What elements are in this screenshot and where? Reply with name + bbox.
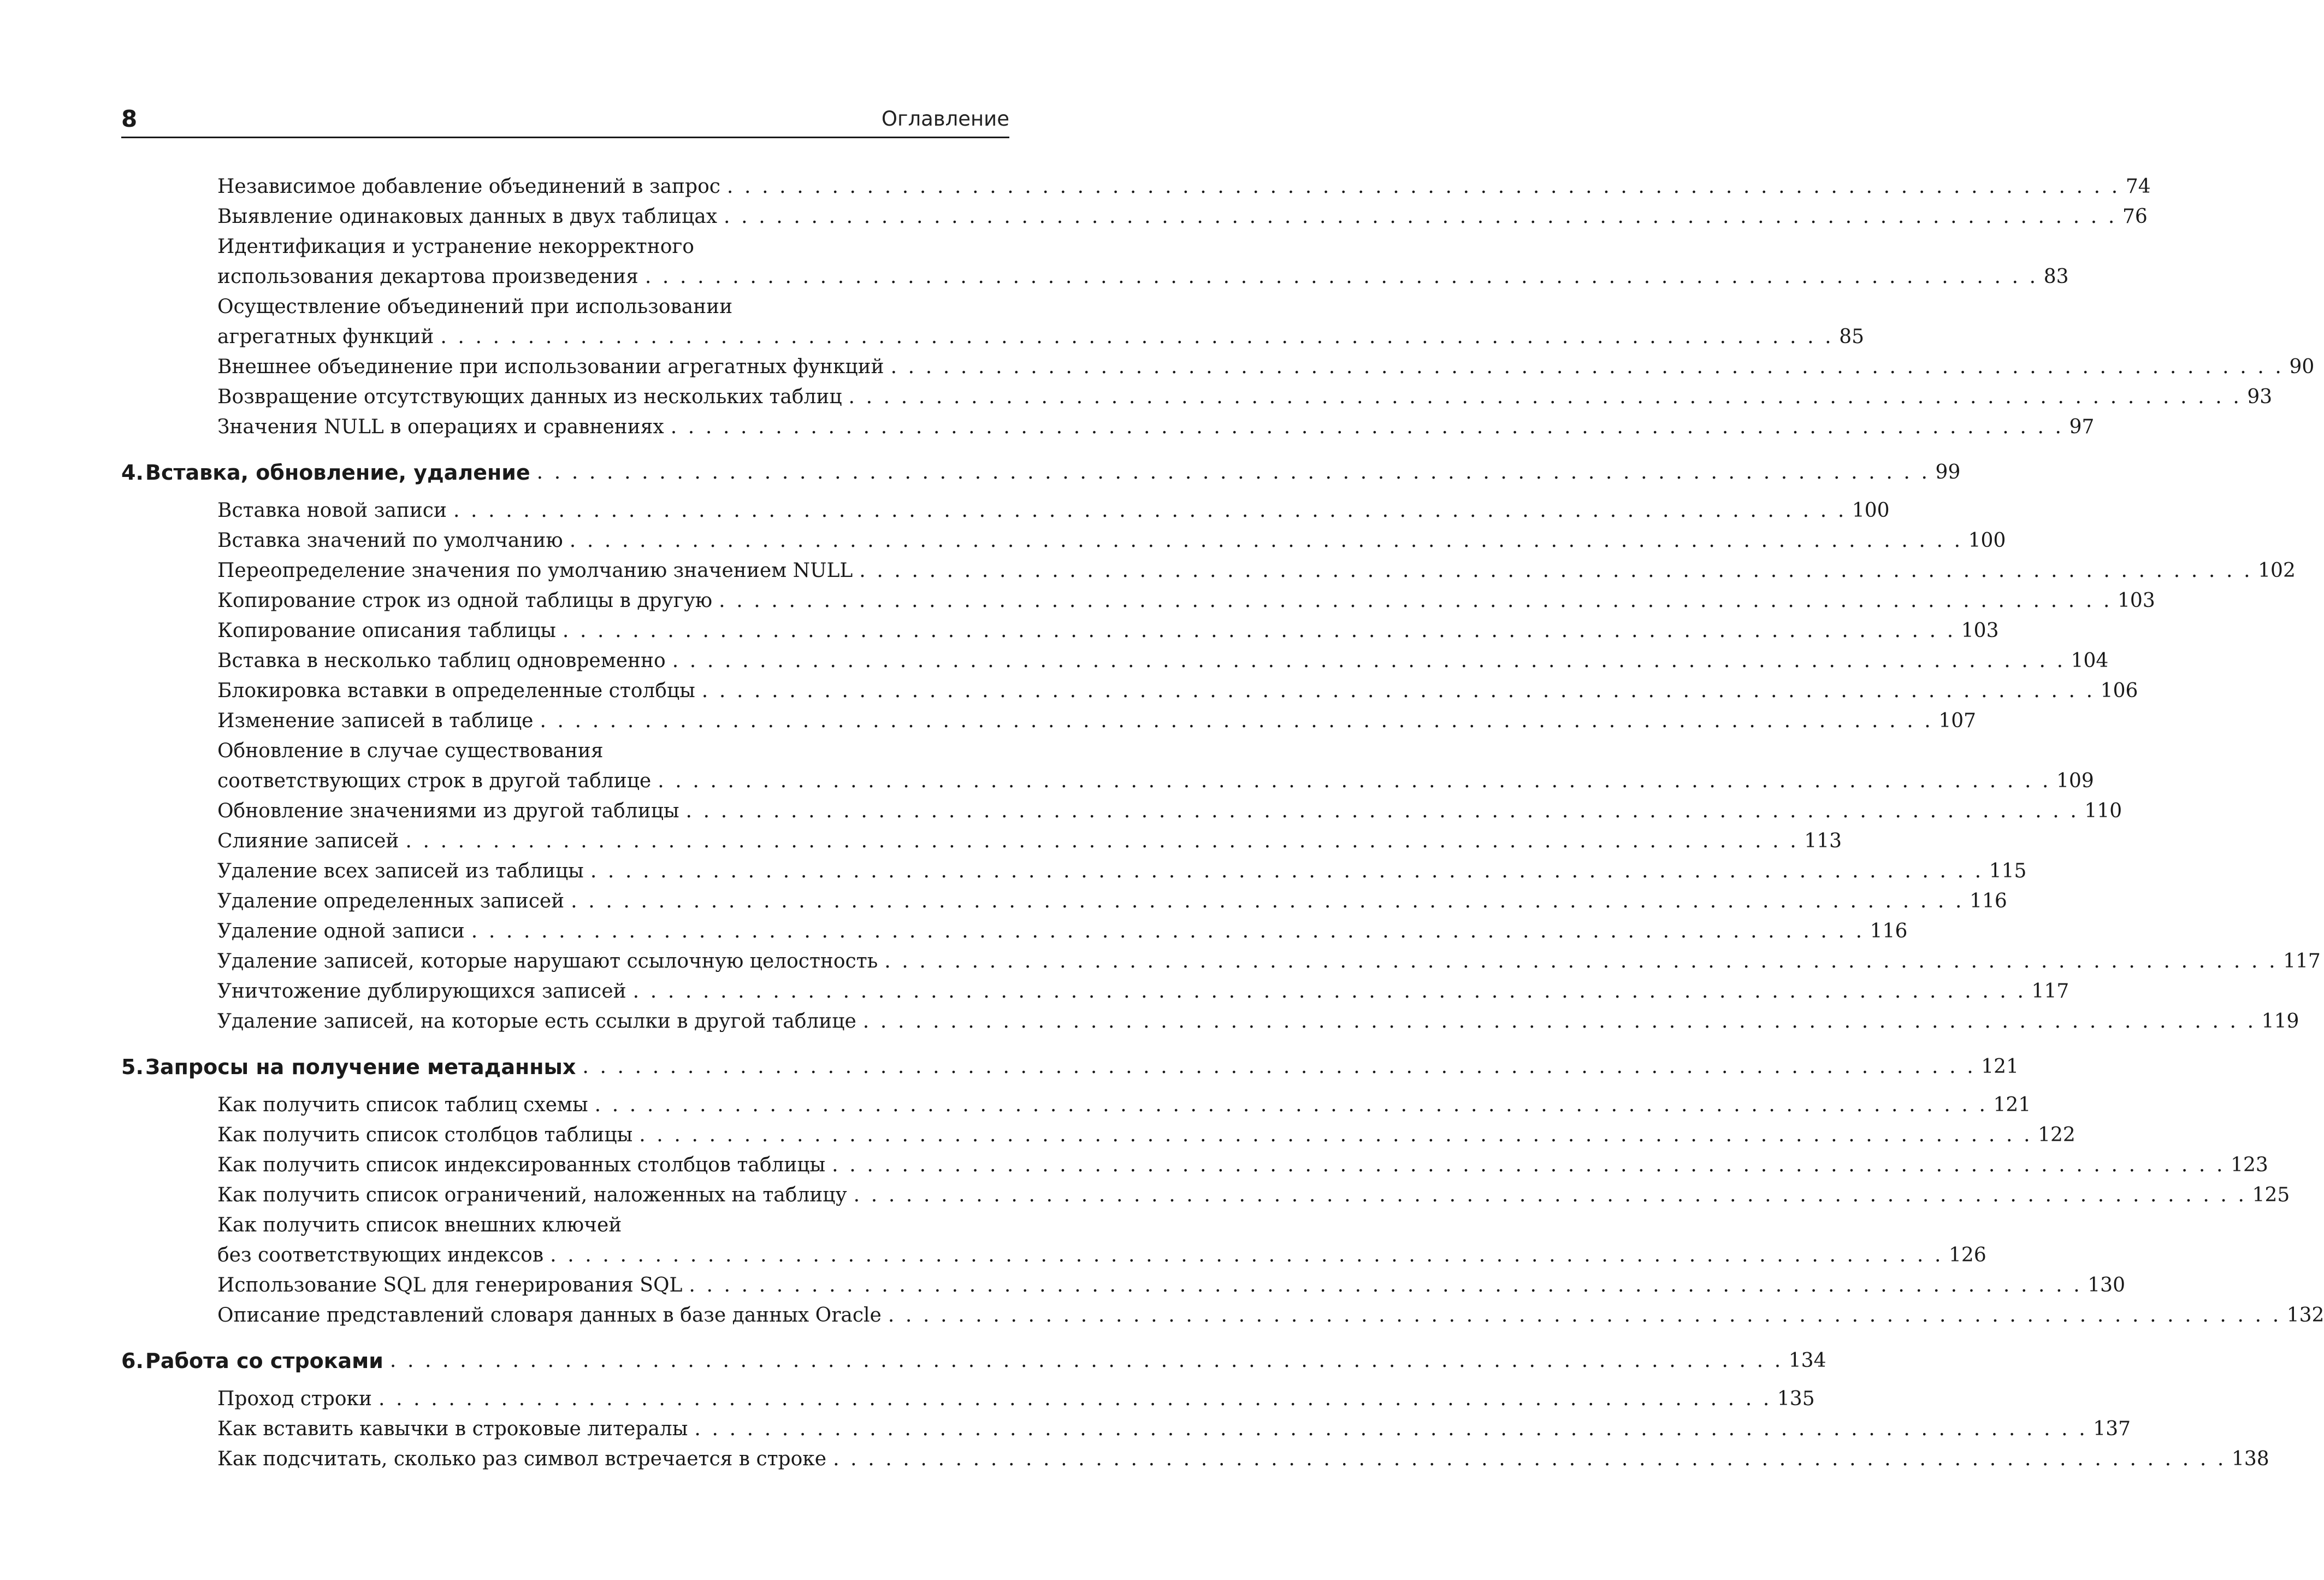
toc-entry-page: 132 bbox=[2286, 1304, 2324, 1327]
chapter-page: 134 bbox=[1788, 1349, 1826, 1372]
dot-leader: . . . . . . . . . . . . . . . . . . . . . . . . . . . . . . . . . . . . . . . . . . . . . . . . . . . . . . . . . . . . . . . . . . . . . . . . . . . . . . . . bbox=[440, 326, 1834, 348]
toc-entry-title: Изменение записей в таблице bbox=[217, 710, 534, 732]
toc-entry-page: 116 bbox=[1970, 890, 2007, 912]
chapter-title bbox=[121, 1345, 383, 1377]
dot-leader: . . . . . . . . . . . . . . . . . . . . . . . . . . . . . . . . . . . . . . . . . . . . . . . . . . . . . . . . . . . . . . . . . . . . . . . . . . . . . . . . bbox=[832, 1154, 2226, 1176]
toc-entry-page: 76 bbox=[2122, 205, 2148, 228]
toc-entry-title: Уничтожение дублирующихся записей bbox=[217, 980, 626, 1003]
toc-entry-page: 110 bbox=[2084, 800, 2122, 822]
toc-entry-page: 116 bbox=[1870, 920, 1908, 942]
toc-entry-page: 103 bbox=[1961, 620, 1999, 642]
toc-entry-title: Как подсчитать, сколько раз символ встречается в строке bbox=[217, 1448, 827, 1470]
dot-leader: . . . . . . . . . . . . . . . . . . . . . . . . . . . . . . . . . . . . . . . . . . . . . . . . . . . . . . . . . . . . . . . . . . . . . . . . . . . . . . . . bbox=[536, 461, 1930, 484]
toc-entry-page: 93 bbox=[2247, 386, 2273, 408]
toc-entry-title: Независимое добавление объединений в запрос bbox=[217, 175, 720, 198]
dot-leader: . . . . . . . . . . . . . . . . . . . . . . . . . . . . . . . . . . . . . . . . . . . . . . . . . . . . . . . . . . . . . . . . . . . . . . . . . . . . . . . . bbox=[594, 1094, 1988, 1116]
toc-entry-title: Обновление значениями из другой таблицы bbox=[217, 800, 679, 822]
toc-entry-page: 113 bbox=[1804, 830, 1842, 852]
toc-entry[interactable] bbox=[121, 1006, 2299, 1036]
chapter-title-text: Запросы на получение метаданных bbox=[145, 1055, 576, 1079]
chapter-number: 5. bbox=[121, 1055, 144, 1079]
dot-leader: . . . . . . . . . . . . . . . . . . . . . . . . . . . . . . . . . . . . . . . . . . . . . . . . . . . . . . . . . . . . . . . . . . . . . . . . . . . . . . . . bbox=[701, 680, 2095, 702]
toc-chapter-4[interactable] bbox=[121, 456, 1961, 489]
toc-entry-page: 106 bbox=[2100, 680, 2138, 702]
chapter-number: 6. bbox=[121, 1349, 144, 1373]
toc-entry-title-line1: Осуществление объединений при использовании bbox=[217, 296, 733, 318]
dot-leader: . . . . . . . . . . . . . . . . . . . . . . . . . . . . . . . . . . . . . . . . . . . . . . . . . . . . . . . . . . . . . . . . . . . . . . . . . . . . . . . . bbox=[689, 1274, 2083, 1296]
dot-leader: . . . . . . . . . . . . . . . . . . . . . . . . . . . . . . . . . . . . . . . . . . . . . . . . . . . . . . . . . . . . . . . . . . . . . . . . . . . . . . . . bbox=[726, 175, 2120, 198]
toc-entry-page: 130 bbox=[2088, 1274, 2125, 1296]
running-head-title: Оглавление bbox=[881, 107, 1009, 131]
toc-entry-title: Удаление одной записи bbox=[217, 920, 465, 942]
toc-entry[interactable] bbox=[121, 706, 1977, 736]
toc-entry-title: Как вставить кавычки в строковые литералы bbox=[217, 1418, 688, 1440]
toc-entry[interactable] bbox=[121, 1090, 2031, 1120]
dot-leader: . . . . . . . . . . . . . . . . . . . . . . . . . . . . . . . . . . . . . . . . . . . . . . . . . . . . . . . . . . . . . . . . . . . . . . . . . . . . . . . . bbox=[453, 499, 1847, 522]
toc-entry-page: 117 bbox=[2283, 950, 2321, 972]
toc-entry-page: 83 bbox=[2043, 266, 2069, 288]
dot-leader: . . . . . . . . . . . . . . . . . . . . . . . . . . . . . . . . . . . . . . . . . . . . . . . . . . . . . . . . . . . . . . . . . . . . . . . . . . . . . . . . bbox=[569, 529, 1963, 552]
toc-entry[interactable] bbox=[121, 1120, 2075, 1150]
toc-entry-page: 100 bbox=[1852, 499, 1890, 522]
toc-entry[interactable] bbox=[121, 1210, 1986, 1270]
toc-entry-title: Проход строки bbox=[217, 1388, 372, 1410]
toc-entry-title: Удаление всех записей из таблицы bbox=[217, 860, 584, 882]
toc-entry[interactable] bbox=[121, 1150, 2268, 1180]
toc-entry[interactable] bbox=[121, 1180, 2290, 1210]
dot-leader: . . . . . . . . . . . . . . . . . . . . . . . . . . . . . . . . . . . . . . . . . . . . . . . . . . . . . . . . . . . . . . . . . . . . . . . . . . . . . . . . bbox=[644, 266, 2038, 288]
toc-entry-page: 103 bbox=[2118, 589, 2155, 612]
dot-leader: . . . . . . . . . . . . . . . . . . . . . . . . . . . . . . . . . . . . . . . . . . . . . . . . . . . . . . . . . . . . . . . . . . . . . . . . . . . . . . . . bbox=[571, 890, 1965, 912]
toc-entry-title: Слияние записей bbox=[217, 830, 399, 852]
toc-entry-title: Описание представлений словаря данных в базе данных Oracle bbox=[217, 1304, 882, 1327]
toc-entry-page: 125 bbox=[2252, 1184, 2290, 1206]
toc-entry-page: 85 bbox=[1839, 326, 1865, 348]
dot-leader: . . . . . . . . . . . . . . . . . . . . . . . . . . . . . . . . . . . . . . . . . . . . . . . . . . . . . . . . . . . . . . . . . . . . . . . . . . . . . . . . bbox=[379, 1388, 1772, 1410]
chapter-page: 121 bbox=[1981, 1056, 2019, 1078]
chapter-title bbox=[121, 456, 530, 489]
dot-leader: . . . . . . . . . . . . . . . . . . . . . . . . . . . . . . . . . . . . . . . . . . . . . . . . . . . . . . . . . . . . . . . . . . . . . . . . . . . . . . . . bbox=[639, 1124, 2033, 1146]
dot-leader: . . . . . . . . . . . . . . . . . . . . . . . . . . . . . . . . . . . . . . . . . . . . . . . . . . . . . . . . . . . . . . . . . . . . . . . . . . . . . . . . bbox=[685, 800, 2079, 822]
toc-chapter-5[interactable] bbox=[121, 1051, 2019, 1083]
dot-leader: . . . . . . . . . . . . . . . . . . . . . . . . . . . . . . . . . . . . . . . . . . . . . . . . . . . . . . . . . . . . . . . . . . . . . . . . . . . . . . . . bbox=[862, 1010, 2256, 1033]
toc-entry-title: Как получить список индексированных столбцов таблицы bbox=[217, 1154, 826, 1176]
toc-entry-title: Выявление одинаковых данных в двух таблицах bbox=[217, 205, 718, 228]
toc-entry-title: соответствующих строк в другой таблице bbox=[217, 770, 652, 792]
toc-entry[interactable] bbox=[121, 616, 1999, 646]
toc-entry[interactable] bbox=[121, 1270, 2125, 1300]
toc-entry[interactable] bbox=[121, 202, 2148, 232]
toc-entry[interactable] bbox=[121, 412, 2095, 442]
toc-entry-title: Использование SQL для генерирования SQL bbox=[217, 1274, 683, 1296]
toc-entry-title: Переопределение значения по умолчанию значением NULL bbox=[217, 559, 853, 582]
dot-leader: . . . . . . . . . . . . . . . . . . . . . . . . . . . . . . . . . . . . . . . . . . . . . . . . . . . . . . . . . . . . . . . . . . . . . . . . . . . . . . . . bbox=[590, 860, 1984, 882]
dot-leader: . . . . . . . . . . . . . . . . . . . . . . . . . . . . . . . . . . . . . . . . . . . . . . . . . . . . . . . . . . . . . . . . . . . . . . . . . . . . . . . . bbox=[471, 920, 1865, 942]
toc-entry-title: Внешнее объединение при использовании агрегатных функций bbox=[217, 356, 884, 378]
dot-leader: . . . . . . . . . . . . . . . . . . . . . . . . . . . . . . . . . . . . . . . . . . . . . . . . . . . . . . . . . . . . . . . . . . . . . . . . . . . . . . . . bbox=[719, 589, 2113, 612]
toc-entry-page: 123 bbox=[2231, 1154, 2268, 1176]
toc-entry[interactable] bbox=[121, 1300, 2324, 1330]
toc-entry[interactable] bbox=[121, 676, 2138, 706]
toc-entry[interactable] bbox=[121, 646, 2109, 676]
dot-leader: . . . . . . . . . . . . . . . . . . . . . . . . . . . . . . . . . . . . . . . . . . . . . . . . . . . . . . . . . . . . . . . . . . . . . . . . . . . . . . . . bbox=[670, 416, 2064, 438]
toc-entry[interactable] bbox=[121, 946, 2321, 976]
toc-entry[interactable] bbox=[121, 1444, 2269, 1474]
toc-entry-title: Как получить список столбцов таблицы bbox=[217, 1124, 633, 1146]
chapter-title-text: Работа со строками bbox=[145, 1349, 383, 1373]
toc-entry[interactable] bbox=[121, 886, 2007, 916]
toc-entry-title: Копирование строк из одной таблицы в другую bbox=[217, 589, 713, 612]
toc-entry-page: 135 bbox=[1777, 1388, 1815, 1410]
toc-entry[interactable] bbox=[121, 856, 2027, 886]
toc-entry-title: Вставка новой записи bbox=[217, 499, 447, 522]
toc-entry-title: агрегатных функций bbox=[217, 326, 434, 348]
toc-entry[interactable] bbox=[121, 586, 2155, 616]
toc-entry[interactable] bbox=[121, 826, 1842, 856]
dot-leader: . . . . . . . . . . . . . . . . . . . . . . . . . . . . . . . . . . . . . . . . . . . . . . . . . . . . . . . . . . . . . . . . . . . . . . . . . . . . . . . . bbox=[694, 1418, 2088, 1440]
toc-entry-page: 102 bbox=[2258, 559, 2296, 582]
toc-entry-title: Вставка значений по умолчанию bbox=[217, 529, 563, 552]
dot-leader: . . . . . . . . . . . . . . . . . . . . . . . . . . . . . . . . . . . . . . . . . . . . . . . . . . . . . . . . . . . . . . . . . . . . . . . . . . . . . . . . bbox=[859, 559, 2253, 582]
toc-entry-title: Удаление записей, на которые есть ссылки в другой таблице bbox=[217, 1010, 856, 1033]
dot-leader: . . . . . . . . . . . . . . . . . . . . . . . . . . . . . . . . . . . . . . . . . . . . . . . . . . . . . . . . . . . . . . . . . . . . . . . . . . . . . . . . bbox=[562, 620, 1956, 642]
toc-entry-page: 104 bbox=[2071, 650, 2109, 672]
toc-entry[interactable] bbox=[121, 556, 2296, 586]
dot-leader: . . . . . . . . . . . . . . . . . . . . . . . . . . . . . . . . . . . . . . . . . . . . . . . . . . . . . . . . . . . . . . . . . . . . . . . . . . . . . . . . bbox=[632, 980, 2026, 1003]
toc-entry[interactable] bbox=[121, 232, 2069, 292]
toc-entry-title-line1: Как получить список внешних ключей bbox=[217, 1214, 622, 1236]
toc-entry[interactable] bbox=[121, 916, 1908, 946]
dot-leader: . . . . . . . . . . . . . . . . . . . . . . . . . . . . . . . . . . . . . . . . . . . . . . . . . . . . . . . . . . . . . . . . . . . . . . . . . . . . . . . . bbox=[884, 950, 2278, 972]
toc-entry[interactable] bbox=[121, 352, 2315, 382]
dot-leader: . . . . . . . . . . . . . . . . . . . . . . . . . . . . . . . . . . . . . . . . . . . . . . . . . . . . . . . . . . . . . . . . . . . . . . . . . . . . . . . . bbox=[550, 1244, 1944, 1266]
toc-entry[interactable] bbox=[121, 736, 2094, 796]
toc-entry-page: 117 bbox=[2031, 980, 2069, 1003]
dot-leader: . . . . . . . . . . . . . . . . . . . . . . . . . . . . . . . . . . . . . . . . . . . . . . . . . . . . . . . . . . . . . . . . . . . . . . . . . . . . . . . . bbox=[672, 650, 2066, 672]
toc-entry[interactable] bbox=[121, 172, 2151, 202]
chapter-title-text: Вставка, обновление, удаление bbox=[145, 461, 530, 485]
dot-leader: . . . . . . . . . . . . . . . . . . . . . . . . . . . . . . . . . . . . . . . . . . . . . . . . . . . . . . . . . . . . . . . . . . . . . . . . . . . . . . . . bbox=[658, 770, 2051, 792]
dot-leader: . . . . . . . . . . . . . . . . . . . . . . . . . . . . . . . . . . . . . . . . . . . . . . . . . . . . . . . . . . . . . . . . . . . . . . . . . . . . . . . . bbox=[833, 1448, 2226, 1470]
toc-entry-title-line1: Обновление в случае существования bbox=[217, 740, 604, 762]
dot-leader: . . . . . . . . . . . . . . . . . . . . . . . . . . . . . . . . . . . . . . . . . . . . . . . . . . . . . . . . . . . . . . . . . . . . . . . . . . . . . . . . bbox=[724, 205, 2117, 228]
toc-entry-page: 122 bbox=[2038, 1124, 2075, 1146]
dot-leader: . . . . . . . . . . . . . . . . . . . . . . . . . . . . . . . . . . . . . . . . . . . . . . . . . . . . . . . . . . . . . . . . . . . . . . . . . . . . . . . . bbox=[888, 1304, 2281, 1327]
dot-leader: . . . . . . . . . . . . . . . . . . . . . . . . . . . . . . . . . . . . . . . . . . . . . . . . . . . . . . . . . . . . . . . . . . . . . . . . . . . . . . . . bbox=[405, 830, 1799, 852]
dot-leader: . . . . . . . . . . . . . . . . . . . . . . . . . . . . . . . . . . . . . . . . . . . . . . . . . . . . . . . . . . . . . . . . . . . . . . . . . . . . . . . . bbox=[890, 356, 2284, 378]
toc-chapter-6[interactable] bbox=[121, 1345, 1826, 1377]
table-of-contents bbox=[121, 172, 2324, 1474]
toc-entry-title: использования декартова произведения bbox=[217, 266, 638, 288]
toc-entry-page: 107 bbox=[1938, 710, 1977, 732]
running-head bbox=[121, 102, 1009, 138]
toc-entry-title: Вставка в несколько таблиц одновременно bbox=[217, 650, 666, 672]
chapter-number: 4. bbox=[121, 461, 144, 485]
toc-entry-title: Блокировка вставки в определенные столбцы bbox=[217, 680, 695, 702]
toc-entry-page: 90 bbox=[2289, 356, 2315, 378]
dot-leader: . . . . . . . . . . . . . . . . . . . . . . . . . . . . . . . . . . . . . . . . . . . . . . . . . . . . . . . . . . . . . . . . . . . . . . . . . . . . . . . . bbox=[853, 1184, 2247, 1206]
toc-entry-title: Удаление записей, которые нарушают ссылочную целостность bbox=[217, 950, 878, 972]
toc-entry-title: Копирование описания таблицы bbox=[217, 620, 556, 642]
toc-entry-title: Значения NULL в операциях и сравнениях bbox=[217, 416, 664, 438]
toc-entry-title: Возвращение отсутствующих данных из нескольких таблиц bbox=[217, 386, 842, 408]
dot-leader: . . . . . . . . . . . . . . . . . . . . . . . . . . . . . . . . . . . . . . . . . . . . . . . . . . . . . . . . . . . . . . . . . . . . . . . . . . . . . . . . bbox=[540, 710, 1933, 732]
toc-entry[interactable] bbox=[121, 976, 2069, 1006]
toc-entry-page: 109 bbox=[2056, 770, 2094, 792]
toc-entry-title: Удаление определенных записей bbox=[217, 890, 565, 912]
toc-entry[interactable] bbox=[121, 1414, 2131, 1444]
toc-entry-page: 74 bbox=[2125, 175, 2151, 198]
toc-entry[interactable] bbox=[121, 796, 2122, 826]
toc-entry[interactable] bbox=[121, 292, 1865, 352]
chapter-page: 99 bbox=[1935, 461, 1961, 484]
toc-entry-page: 97 bbox=[2069, 416, 2095, 438]
toc-entry-title: без соответствующих индексов bbox=[217, 1244, 544, 1266]
toc-entry-page: 100 bbox=[1968, 529, 2006, 552]
toc-entry-page: 119 bbox=[2261, 1010, 2299, 1033]
toc-entry-page: 115 bbox=[1989, 860, 2027, 882]
toc-entry-title: Как получить список таблиц схемы bbox=[217, 1094, 588, 1116]
toc-entry-page: 137 bbox=[2093, 1418, 2131, 1440]
toc-entry[interactable] bbox=[121, 496, 1890, 526]
toc-entry-page: 121 bbox=[1993, 1094, 2031, 1116]
dot-leader: . . . . . . . . . . . . . . . . . . . . . . . . . . . . . . . . . . . . . . . . . . . . . . . . . . . . . . . . . . . . . . . . . . . . . . . . . . . . . . . . bbox=[582, 1056, 1976, 1078]
toc-entry-title-line1: Идентификация и устранение некорректного bbox=[217, 235, 694, 258]
chapter-title bbox=[121, 1051, 576, 1083]
dot-leader: . . . . . . . . . . . . . . . . . . . . . . . . . . . . . . . . . . . . . . . . . . . . . . . . . . . . . . . . . . . . . . . . . . . . . . . . . . . . . . . . bbox=[389, 1349, 1783, 1372]
toc-entry-title: Как получить список ограничений, наложенных на таблицу bbox=[217, 1184, 847, 1206]
toc-entry[interactable] bbox=[121, 1384, 1815, 1414]
dot-leader: . . . . . . . . . . . . . . . . . . . . . . . . . . . . . . . . . . . . . . . . . . . . . . . . . . . . . . . . . . . . . . . . . . . . . . . . . . . . . . . . bbox=[848, 386, 2242, 408]
toc-entry[interactable] bbox=[121, 382, 2273, 412]
toc-entry-page: 126 bbox=[1949, 1244, 1986, 1266]
toc-entry[interactable] bbox=[121, 526, 2006, 556]
toc-entry-page: 138 bbox=[2231, 1448, 2269, 1470]
page-number: 8 bbox=[121, 105, 138, 132]
